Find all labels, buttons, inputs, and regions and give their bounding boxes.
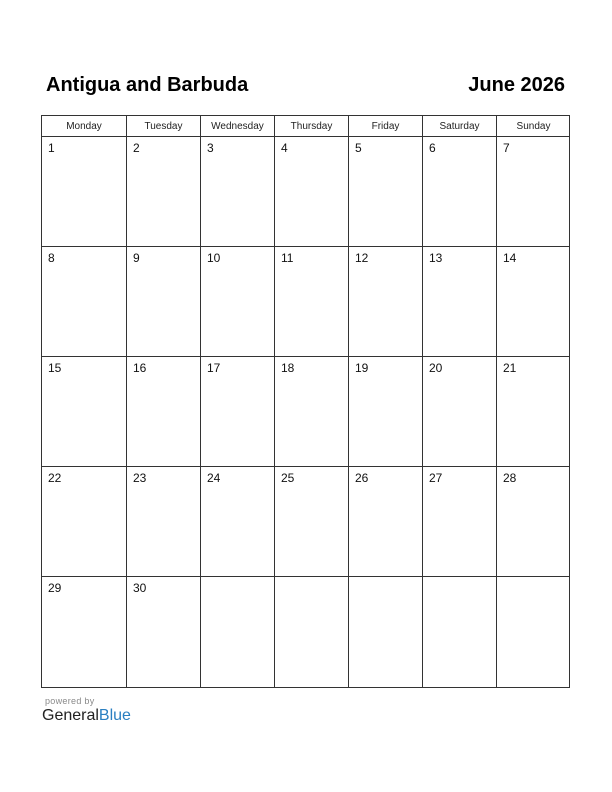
day-cell-empty	[497, 577, 570, 687]
weekday-saturday: Saturday	[423, 116, 497, 136]
day-cell: 23	[127, 467, 201, 577]
day-cell: 21	[497, 357, 570, 467]
day-cell: 14	[497, 247, 570, 357]
day-cell: 22	[42, 467, 127, 577]
day-cell-empty	[275, 577, 349, 687]
day-cell: 1	[42, 137, 127, 247]
day-cell: 28	[497, 467, 570, 577]
day-cell-empty	[423, 577, 497, 687]
day-cell: 29	[42, 577, 127, 687]
footer-brand	[42, 696, 131, 725]
day-cell: 7	[497, 137, 570, 247]
day-cell: 24	[201, 467, 275, 577]
day-cell: 19	[349, 357, 423, 467]
day-cell: 17	[201, 357, 275, 467]
brand-blue-text: Blue	[98, 707, 131, 724]
day-cell: 27	[423, 467, 497, 577]
month-title: June 2026	[468, 73, 565, 96]
day-cell: 11	[275, 247, 349, 357]
day-cell: 26	[349, 467, 423, 577]
day-cell: 15	[42, 357, 127, 467]
calendar-header	[46, 70, 565, 100]
day-cell: 13	[423, 247, 497, 357]
day-cell: 3	[201, 137, 275, 247]
brand-general-text: General	[42, 707, 99, 724]
day-cell-empty	[349, 577, 423, 687]
weekday-header-row	[42, 116, 569, 137]
weeks-grid	[42, 137, 569, 687]
day-cell: 12	[349, 247, 423, 357]
day-cell: 18	[275, 357, 349, 467]
day-cell-empty	[201, 577, 275, 687]
weekday-tuesday: Tuesday	[127, 116, 201, 136]
day-cell: 10	[201, 247, 275, 357]
day-cell: 25	[275, 467, 349, 577]
day-cell: 20	[423, 357, 497, 467]
weekday-sunday: Sunday	[516, 120, 551, 132]
calendar-grid	[41, 115, 570, 688]
weekday-monday: Monday	[42, 116, 127, 136]
weekday-thursday: Thursday	[275, 116, 349, 136]
weekday-friday: Friday	[349, 116, 423, 136]
day-cell: 5	[349, 137, 423, 247]
weekday-wednesday: Wednesday	[201, 116, 275, 136]
generalblue-logo[interactable]	[42, 707, 131, 725]
day-cell: 6	[423, 137, 497, 247]
day-cell: 4	[275, 137, 349, 247]
country-title: Antigua and Barbuda	[46, 73, 249, 96]
day-cell: 2	[127, 137, 201, 247]
day-cell: 16	[127, 357, 201, 467]
day-cell: 30	[127, 577, 201, 687]
powered-by-label: powered by	[45, 696, 95, 706]
day-cell: 9	[127, 247, 201, 357]
day-cell: 8	[42, 247, 127, 357]
